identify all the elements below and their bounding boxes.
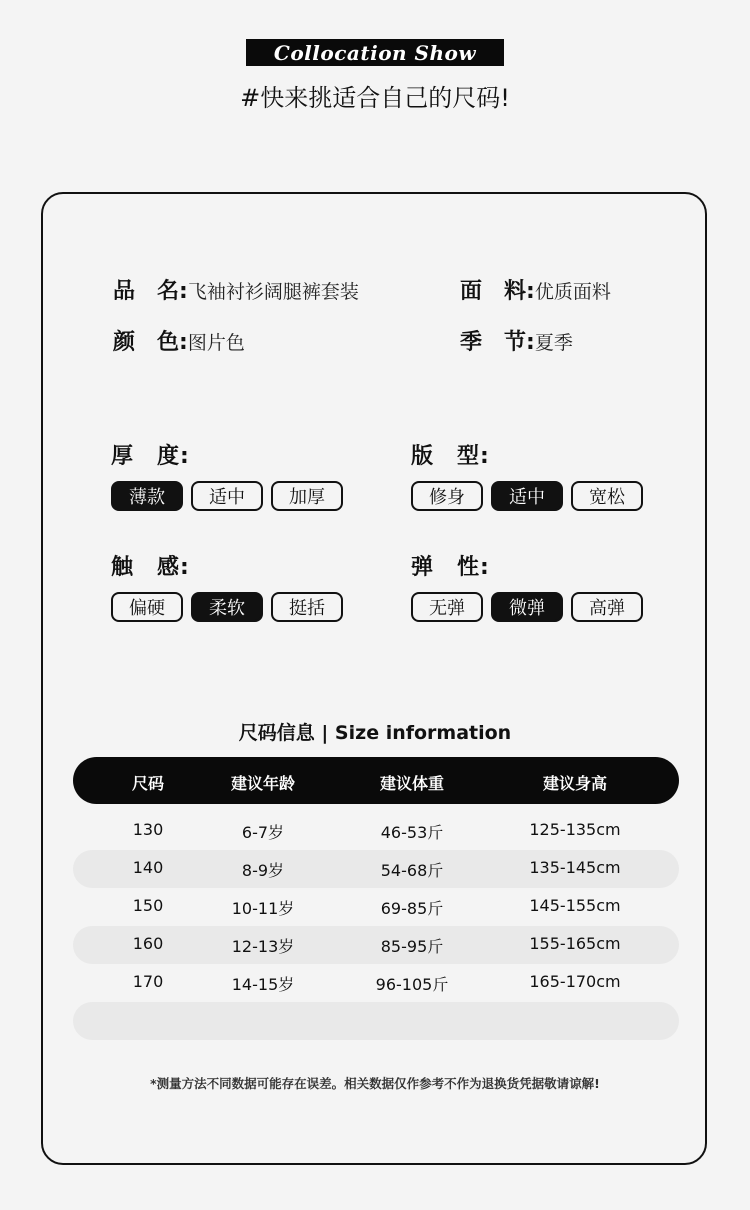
header-weight: 建议体重 xyxy=(379,774,444,793)
size-table-header xyxy=(73,757,679,804)
table-cell: 170 xyxy=(132,972,164,991)
info-fabric-row xyxy=(460,274,611,305)
header-height: 建议身高 xyxy=(542,774,607,793)
table-cell: 160 xyxy=(132,934,164,953)
option-pill-selected[interactable]: 薄款 xyxy=(111,481,183,511)
texture-title: 触 感: xyxy=(111,555,190,580)
table-cell: 14-15岁 xyxy=(231,975,295,994)
option-pill[interactable]: 宽松 xyxy=(571,481,643,511)
option-pill[interactable]: 无弹 xyxy=(411,592,483,622)
table-cell: 6-7岁 xyxy=(241,823,285,842)
table-cell: 96-105斤 xyxy=(375,975,449,994)
info-season-value: 夏季 xyxy=(534,332,573,354)
option-pill-selected[interactable]: 适中 xyxy=(491,481,563,511)
table-cell: 12-13岁 xyxy=(231,937,295,956)
option-pill[interactable]: 偏硬 xyxy=(111,592,183,622)
info-name-row xyxy=(113,274,359,305)
info-fabric-label: 面 料: xyxy=(460,279,535,304)
table-cell: 140 xyxy=(132,858,164,877)
info-color-row xyxy=(113,325,245,356)
table-cell: 85-95斤 xyxy=(380,937,444,956)
info-season-label: 季 节: xyxy=(460,330,535,355)
option-pill[interactable]: 修身 xyxy=(411,481,483,511)
size-table-title: 尺码信息 | Size information xyxy=(238,722,512,744)
table-cell: 8-9岁 xyxy=(241,861,285,880)
table-cell: 54-68斤 xyxy=(380,861,444,880)
info-color-value: 图片色 xyxy=(187,332,245,354)
table-cell: 150 xyxy=(132,896,164,915)
option-pill[interactable]: 高弹 xyxy=(571,592,643,622)
info-fabric-value: 优质面料 xyxy=(534,281,611,303)
fit-options xyxy=(411,481,643,511)
thickness-title: 厚 度: xyxy=(111,444,190,469)
table-cell: 130 xyxy=(132,820,164,839)
size-prompt-subtitle: #快来挑适合自己的尺码! xyxy=(240,84,510,112)
option-pill[interactable]: 挺括 xyxy=(271,592,343,622)
table-row-band xyxy=(73,1002,679,1040)
table-cell: 10-11岁 xyxy=(231,899,295,918)
texture-options xyxy=(111,592,343,622)
info-season-row xyxy=(460,325,573,356)
header-size: 尺码 xyxy=(131,774,164,793)
thickness-options xyxy=(111,481,343,511)
table-cell: 155-165cm xyxy=(529,934,621,953)
fit-title: 版 型: xyxy=(411,444,490,469)
info-name-value: 飞袖衬衫阔腿裤套装 xyxy=(187,281,359,303)
table-cell: 46-53斤 xyxy=(380,823,444,842)
option-pill[interactable]: 加厚 xyxy=(271,481,343,511)
table-cell: 145-155cm xyxy=(529,896,621,915)
option-pill[interactable]: 适中 xyxy=(191,481,263,511)
info-name-label: 品 名: xyxy=(113,279,188,304)
table-cell: 135-145cm xyxy=(529,858,621,877)
measurement-note: *测量方法不同数据可能存在误差。相关数据仅作参考不作为退换货凭据敬请谅解! xyxy=(150,1076,600,1091)
elasticity-options xyxy=(411,592,643,622)
option-pill-selected[interactable]: 柔软 xyxy=(191,592,263,622)
option-pill-selected[interactable]: 微弹 xyxy=(491,592,563,622)
table-cell: 69-85斤 xyxy=(380,899,444,918)
table-cell: 125-135cm xyxy=(529,820,621,839)
table-cell: 165-170cm xyxy=(529,972,621,991)
header-age: 建议年龄 xyxy=(230,774,295,793)
collocation-show-banner: Collocation Show xyxy=(246,39,504,66)
elasticity-title: 弹 性: xyxy=(411,555,490,580)
info-color-label: 颜 色: xyxy=(113,330,188,355)
